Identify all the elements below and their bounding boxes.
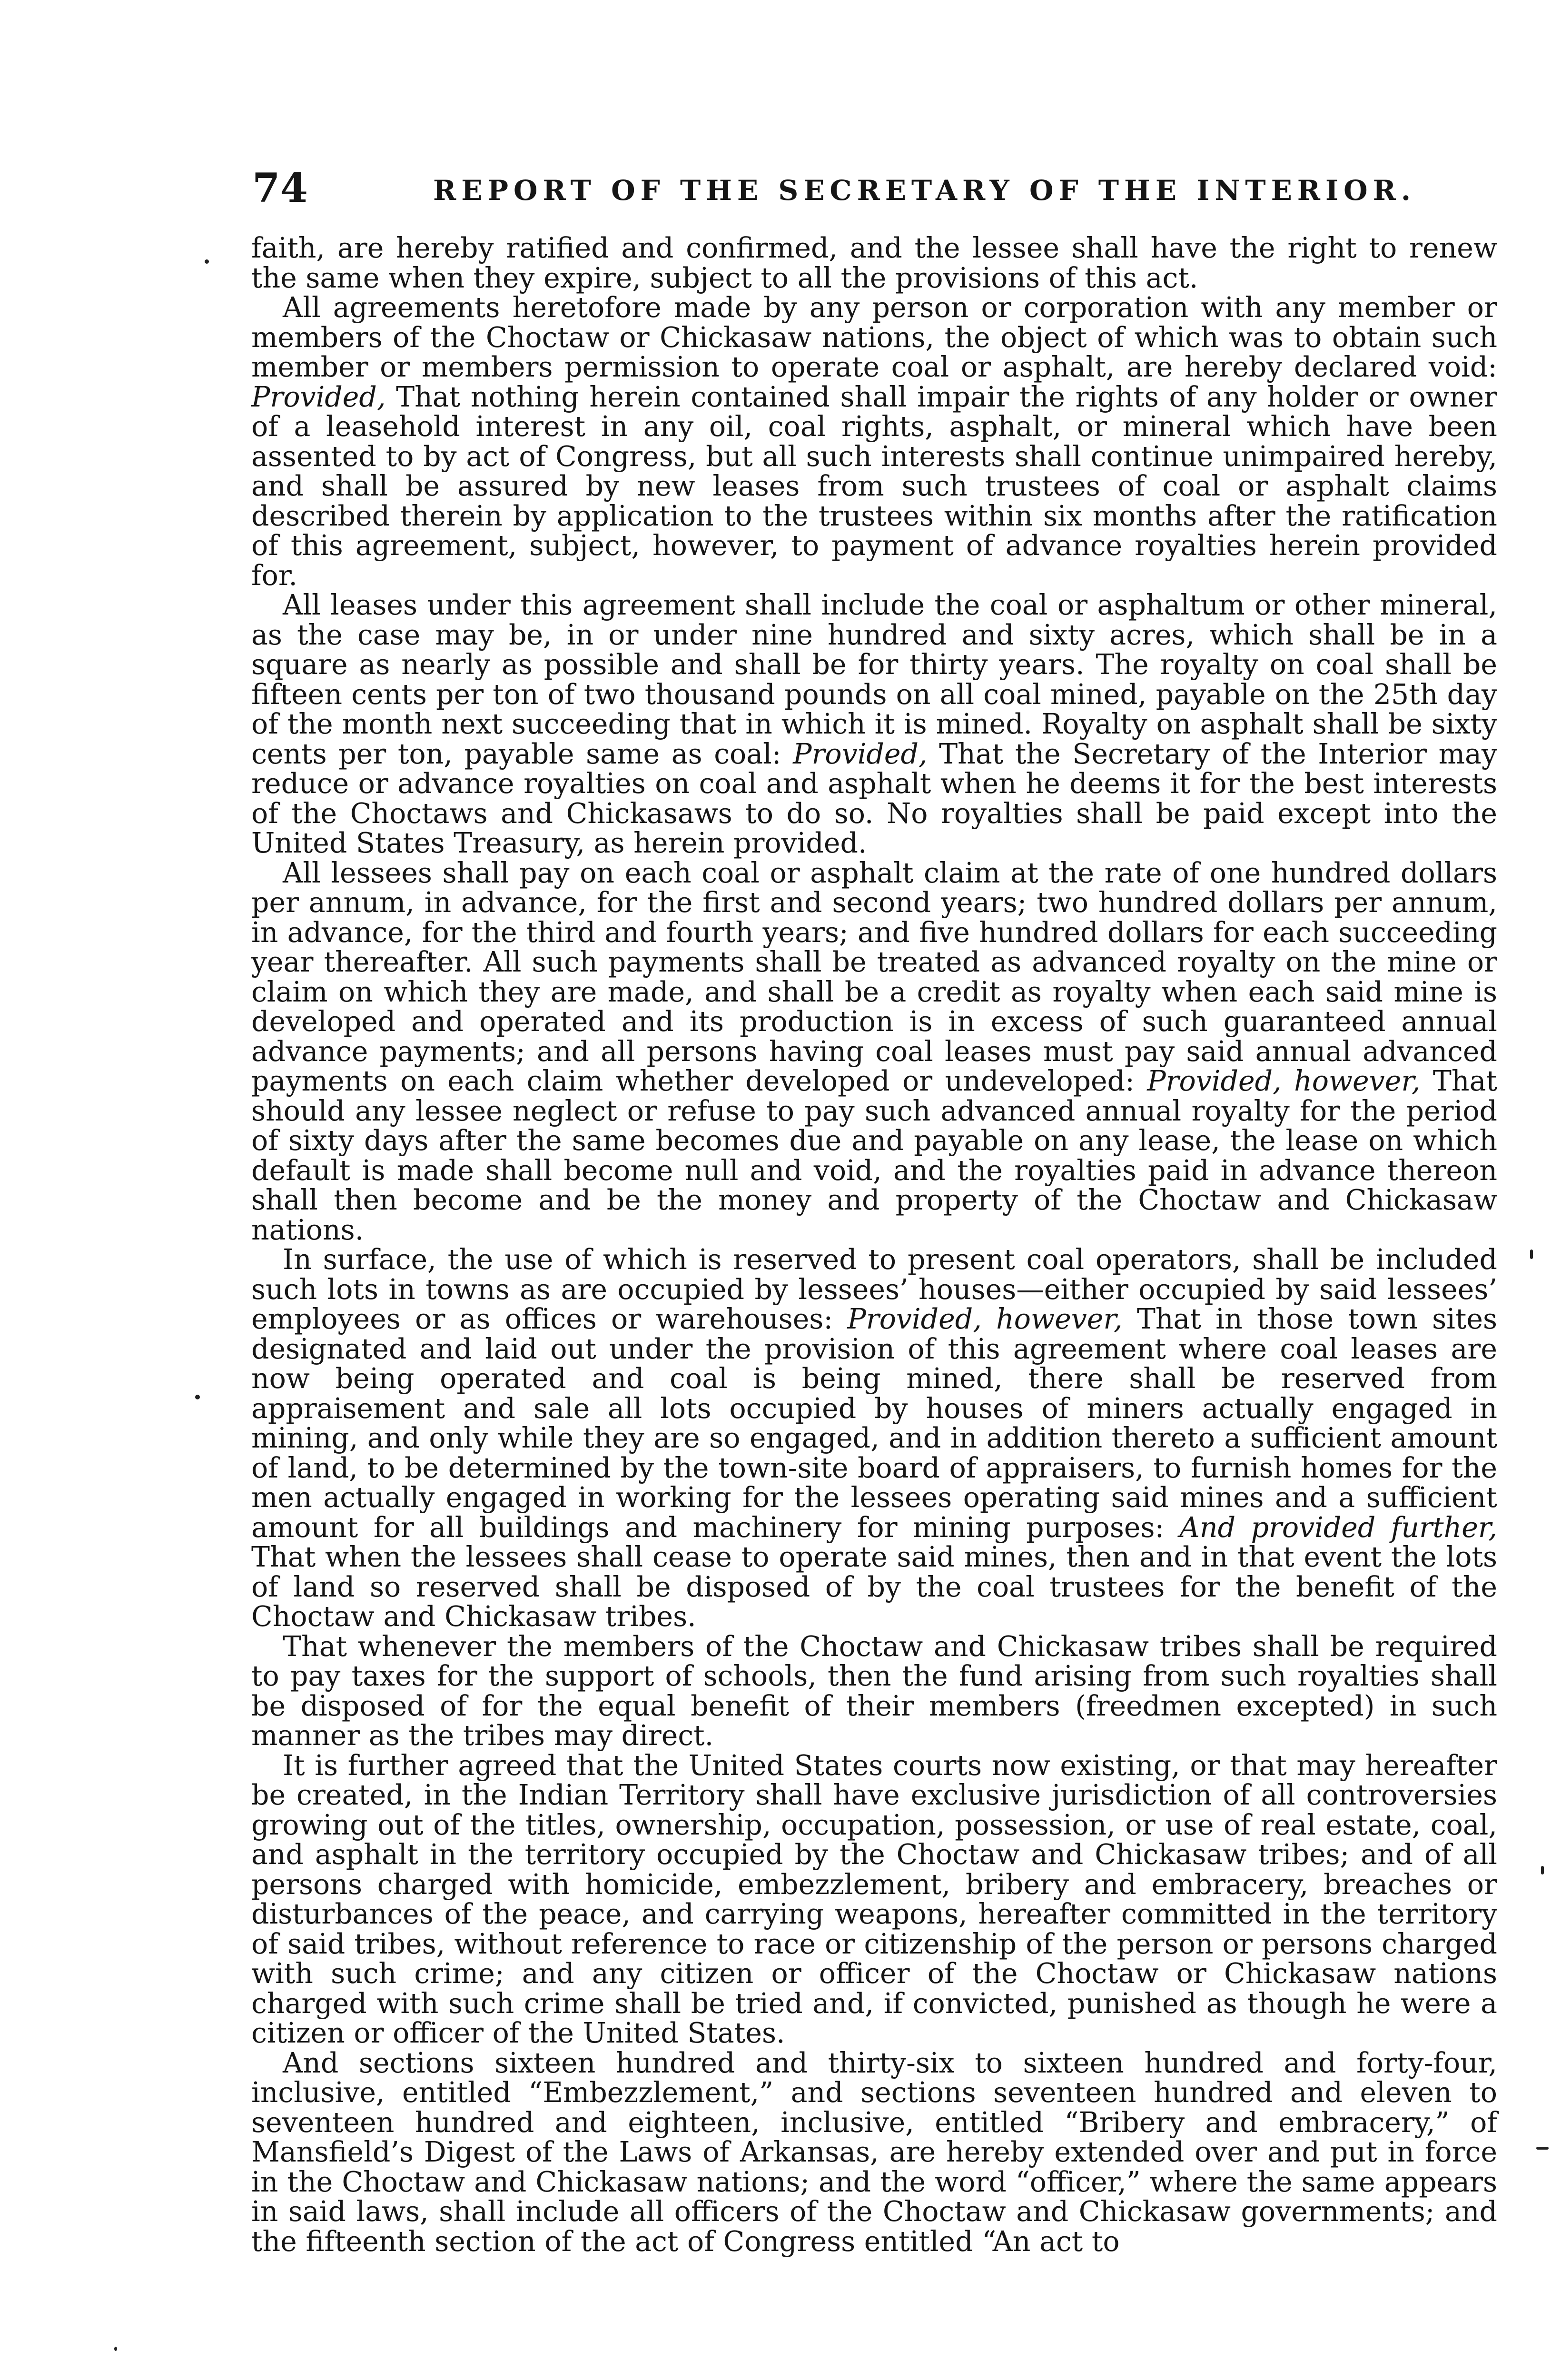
scan-speck	[114, 2347, 117, 2351]
scan-speck	[205, 259, 209, 264]
text-run: All leases under this agreement shall include the coal or asphaltum or other mineral, as the case may be, in or under nine hundred and sixty acres, which shall be in a square as nearly as possible and shall be for thirty years. The royalty on coal shall be fifteen cents per ton of two thousand pounds on all coal mined, payable on the 25th day of the month next succeeding that in which it is mined. Royalty on asphalt shall be sixty cents per ton, payable same as coal:	[251, 589, 1497, 770]
italic-proviso: Provided,	[793, 737, 928, 770]
text-run: It is further agreed that the United States courts now existing, or that may hereafter be created, in the Indian Territory shall have exclusive jurisdiction of all controversies growing out of the titles, ownership, occupation, possession, or use of real estate, coal, and asphalt in the territory occupied by the Choctaw and Chickasaw tribes; and of all persons charged with homicide, embezzlement, bribery and embracery, breaches or disturbances of the peace, and carrying weapons, hereafter committed in the territory of said tribes, without reference to race or citizenship of the person or persons charged with such crime; and any citizen or officer of the Choctaw or Chickasaw nations charged with such crime shall be tried and, if convicted, punished as though he were a citizen or officer of the United States.	[251, 1749, 1497, 2049]
text-run: That when the lessees shall cease to operate said mines, then and in that event the lots of land so reserved shall be disposed of by the coal trustees for the benefit of the Choctaw and Chickasaw tribes.	[251, 1541, 1497, 1633]
paragraph	[251, 1632, 1497, 1751]
running-head: REPORT OF THE SECRETARY OF THE INTERIOR.	[433, 174, 1416, 207]
italic-proviso: Provided, however,	[1147, 1065, 1421, 1097]
text-run: All agreements heretofore made by any person or corporation with any member or members of the Choctaw or Chickasaw nations, the object of which was to obtain such member or members permission to operate coal or asphalt, are hereby declared void:	[251, 291, 1497, 383]
paragraph	[251, 1245, 1497, 1632]
text-run: And sections sixteen hundred and thirty-six to sixteen hundred and forty-four, inclusive, entitled “Embezzlement,” and sections seventeen hundred and eleven to seventeen hundred and eighteen, inclusive, entitled “Bribery and embracery,” of Mansfield’s Digest of the Laws of Arkansas, are hereby extended over and put in force in the Choctaw and Chickasaw nations; and the word “officer,” where the same appears in said laws, shall include all officers of the Choctaw and Chickasaw governments; and the fifteenth section of the act of Congress entitled “An act to	[251, 2046, 1497, 2258]
paragraph	[251, 233, 1497, 293]
italic-proviso: Provided,	[251, 380, 386, 413]
text-run: All lessees shall pay on each coal or asphalt claim at the rate of one hundred dollars per annum, in advance, for the first and second years; two hundred dollars per annum, in advance, for the third and fourth years; and five hundred dollars for each succeeding year thereafter. All such payments shall be treated as advanced royalty on the mine or claim on which they are made, and shall be a credit as royalty when each said mine is developed and operated and its production is in excess of such guaranteed annual advance payments; and all persons having coal leases must pay said annual advanced payments on each claim whether developed or undeveloped:	[251, 856, 1497, 1097]
text-run: That in those town sites designated and laid out under the provision of this agreement where coal leases are now being operated and coal is being mined, there shall be reserved from appraisement and sale all lots occupied by houses of miners actually engaged in mining, and only while they are so engaged, and in addition thereto a sufficient amount of land, to be determined by the town-site board of appraisers, to furnish homes for the men actually engaged in working for the lessees operating said mines and a sufficient amount for all buildings and machinery for mining purposes:	[251, 1303, 1498, 1544]
italic-proviso: Provided, however,	[847, 1303, 1123, 1335]
scan-speck	[195, 1395, 200, 1399]
page-header	[252, 162, 1416, 214]
paragraph	[251, 1751, 1497, 2048]
body-text	[251, 233, 1497, 2256]
paragraph	[251, 590, 1497, 858]
paragraph	[251, 858, 1497, 1245]
paragraph	[251, 2048, 1497, 2257]
scan-speck	[1530, 1250, 1533, 1259]
text-run: That should any lessee neglect or refuse to pay such advanced annual royalty for the period of sixty days after the same becomes due and payable on any lease, the lease on which default is made shall become null and void, and the royalties paid in advance thereon shall then become and be the money and property of the Choctaw and Chickasaw nations.	[251, 1065, 1497, 1246]
scan-speck	[1541, 1866, 1544, 1874]
text-run: That nothing herein contained shall impair the rights of any holder or owner of a leasehold interest in any oil, coal rights, asphalt, or mineral which have been assented to by act of Congress, but all such interests shall continue unimpaired hereby, and shall be assured by new leases from such trustees of coal or asphalt claims described therein by application to the trustees within six months after the ratification of this agreement, subject, however, to payment of advance royalties herein provided for.	[251, 380, 1497, 592]
text-run: In surface, the use of which is reserved to present coal operators, shall be included such lots in towns as are occupied by lessees’ houses—either occupied by said lessees’ employees or as offices or warehouses:	[251, 1243, 1497, 1335]
paragraph	[251, 293, 1497, 590]
scan-speck	[1536, 2147, 1549, 2150]
italic-proviso: And provided further,	[1179, 1511, 1498, 1544]
text-run: That the Secretary of the Interior may reduce or advance royalties on coal and asphalt when he deems it for the best interests of the Choctaws and Chickasaws to do so. No royalties shall be paid except into the United States Treasury, as herein provided.	[251, 737, 1497, 859]
text-run: That whenever the members of the Choctaw and Chickasaw tribes shall be required to pay taxes for the support of schools, then the fund arising from such royalties shall be disposed of for the equal benefit of their members (freedmen excepted) in such manner as the tribes may direct.	[251, 1630, 1497, 1752]
text-run: faith, are hereby ratified and confirmed, and the lessee shall have the right to renew the same when they expire, subject to all the provisions of this act.	[251, 232, 1497, 294]
page-number: 74	[252, 164, 308, 211]
